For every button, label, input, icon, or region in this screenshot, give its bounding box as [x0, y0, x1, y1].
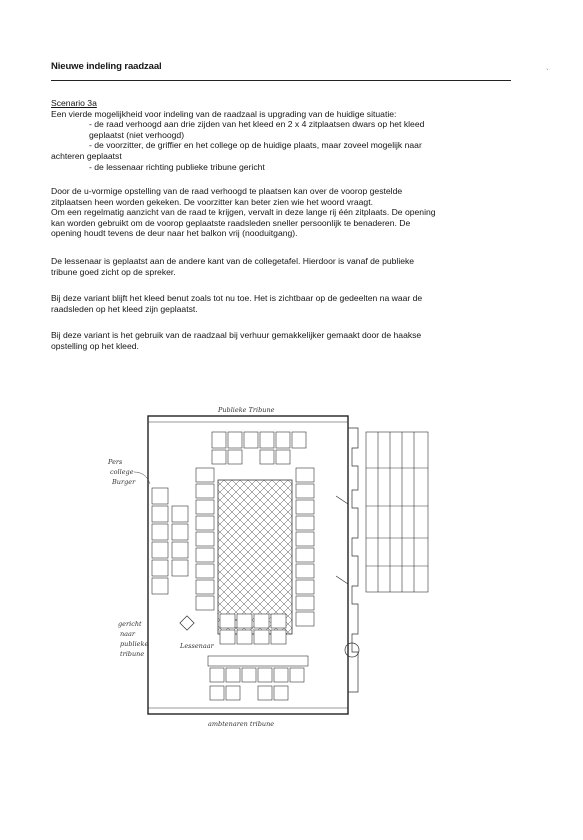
paragraph-kleed — [51, 293, 521, 314]
bullet-line: - de lessenaar richting publieke tribune gericht — [89, 161, 265, 172]
paragraph-line: kan worden gebruikt om de voorop geplaatste raadsleden sneller persoonlijk te benaderen. De — [51, 217, 411, 228]
label-publieke-tribune: Publieke Tribune — [218, 406, 275, 414]
svg-text:publieke: publieke — [120, 640, 149, 648]
document-title: Nieuwe indeling raadzaal — [51, 61, 162, 72]
paragraph-line: Bij deze variant blijft het kleed benut zoals tot nu toe. Het is zichtbaar op de gedeelten na waar de — [51, 293, 423, 303]
lessenaar-shape — [180, 616, 194, 630]
label-lessenaar: Lessenaar — [180, 642, 214, 650]
paragraph-line: Door de u-vormige opstelling van de raad verhoogd te plaatsen kan over de voorop gestelde — [51, 186, 403, 196]
svg-text:naar: naar — [120, 630, 136, 638]
scenario-section — [51, 98, 521, 172]
bullet-line: achteren geplaatst — [51, 150, 122, 161]
paragraph-line: opening houdt tevens de deur naar het balkon vrij (nooduitgang). — [51, 228, 298, 239]
paragraph-line: zitplaatsen heen worden gekeken. De voorzitter kan beter zien wie het woord vraagt. — [51, 196, 373, 207]
handwritten-note-upper — [107, 458, 150, 486]
scan-mark: ` — [546, 68, 549, 77]
svg-text:tribune: tribune — [120, 650, 145, 658]
scenario-heading: Scenario 3a — [51, 98, 97, 108]
bullet-line: geplaatst (niet verhoogd) — [89, 129, 185, 140]
label-ambtenaren-tribune: ambtenaren tribune — [208, 720, 275, 728]
paragraph-line: raadsleden op het kleed zijn geplaatst. — [51, 303, 198, 314]
college-table — [208, 656, 308, 700]
svg-text:gericht: gericht — [118, 620, 142, 628]
paragraph-line: tribune goed zicht op de spreker. — [51, 266, 176, 277]
paragraph-line: De lessenaar is geplaatst aan de andere kant van de collegetafel. Hierdoor is vanaf de publieke — [51, 256, 415, 266]
title-divider — [51, 80, 511, 81]
seat-column-left — [196, 468, 214, 610]
bullet-line: - de voorzitter, de griffier en het college op de huidige plaats, maar zoveel mogelijk naar — [89, 140, 422, 151]
intro-text: Een vierde mogelijkheid voor indeling van de raadzaal is upgrading van de huidige situatie: — [51, 108, 397, 119]
floorplan-drawing — [100, 388, 460, 738]
seat-column-right — [296, 468, 314, 626]
svg-text:Burger: Burger — [112, 478, 136, 486]
paragraph-line: Bij deze variant is het gebruik van de raadzaal bij verhuur gemakkelijker gemaakt door de haakse — [51, 330, 422, 340]
bullet-line: - de raad verhoogd aan drie zijden van het kleed en 2 x 4 zitplaatsen dwars op het kleed — [89, 119, 425, 130]
paragraph-opstelling — [51, 186, 521, 239]
paragraph-lessenaar — [51, 256, 521, 277]
handwritten-note-lower — [118, 620, 148, 658]
paragraph-verhuur — [51, 330, 521, 351]
seat-column-press — [152, 488, 188, 594]
svg-text:college: college — [110, 468, 134, 476]
paragraph-line: Om een regelmatig aanzicht van de raad te krijgen, vervalt in deze lange rij één zitplaats. De opening — [51, 207, 436, 218]
paragraph-line: opstelling op het kleed. — [51, 340, 139, 351]
svg-text:Pers: Pers — [108, 458, 123, 466]
carpet-area — [218, 480, 292, 634]
drawing-title-block — [366, 432, 428, 592]
seat-row-top — [212, 432, 306, 464]
